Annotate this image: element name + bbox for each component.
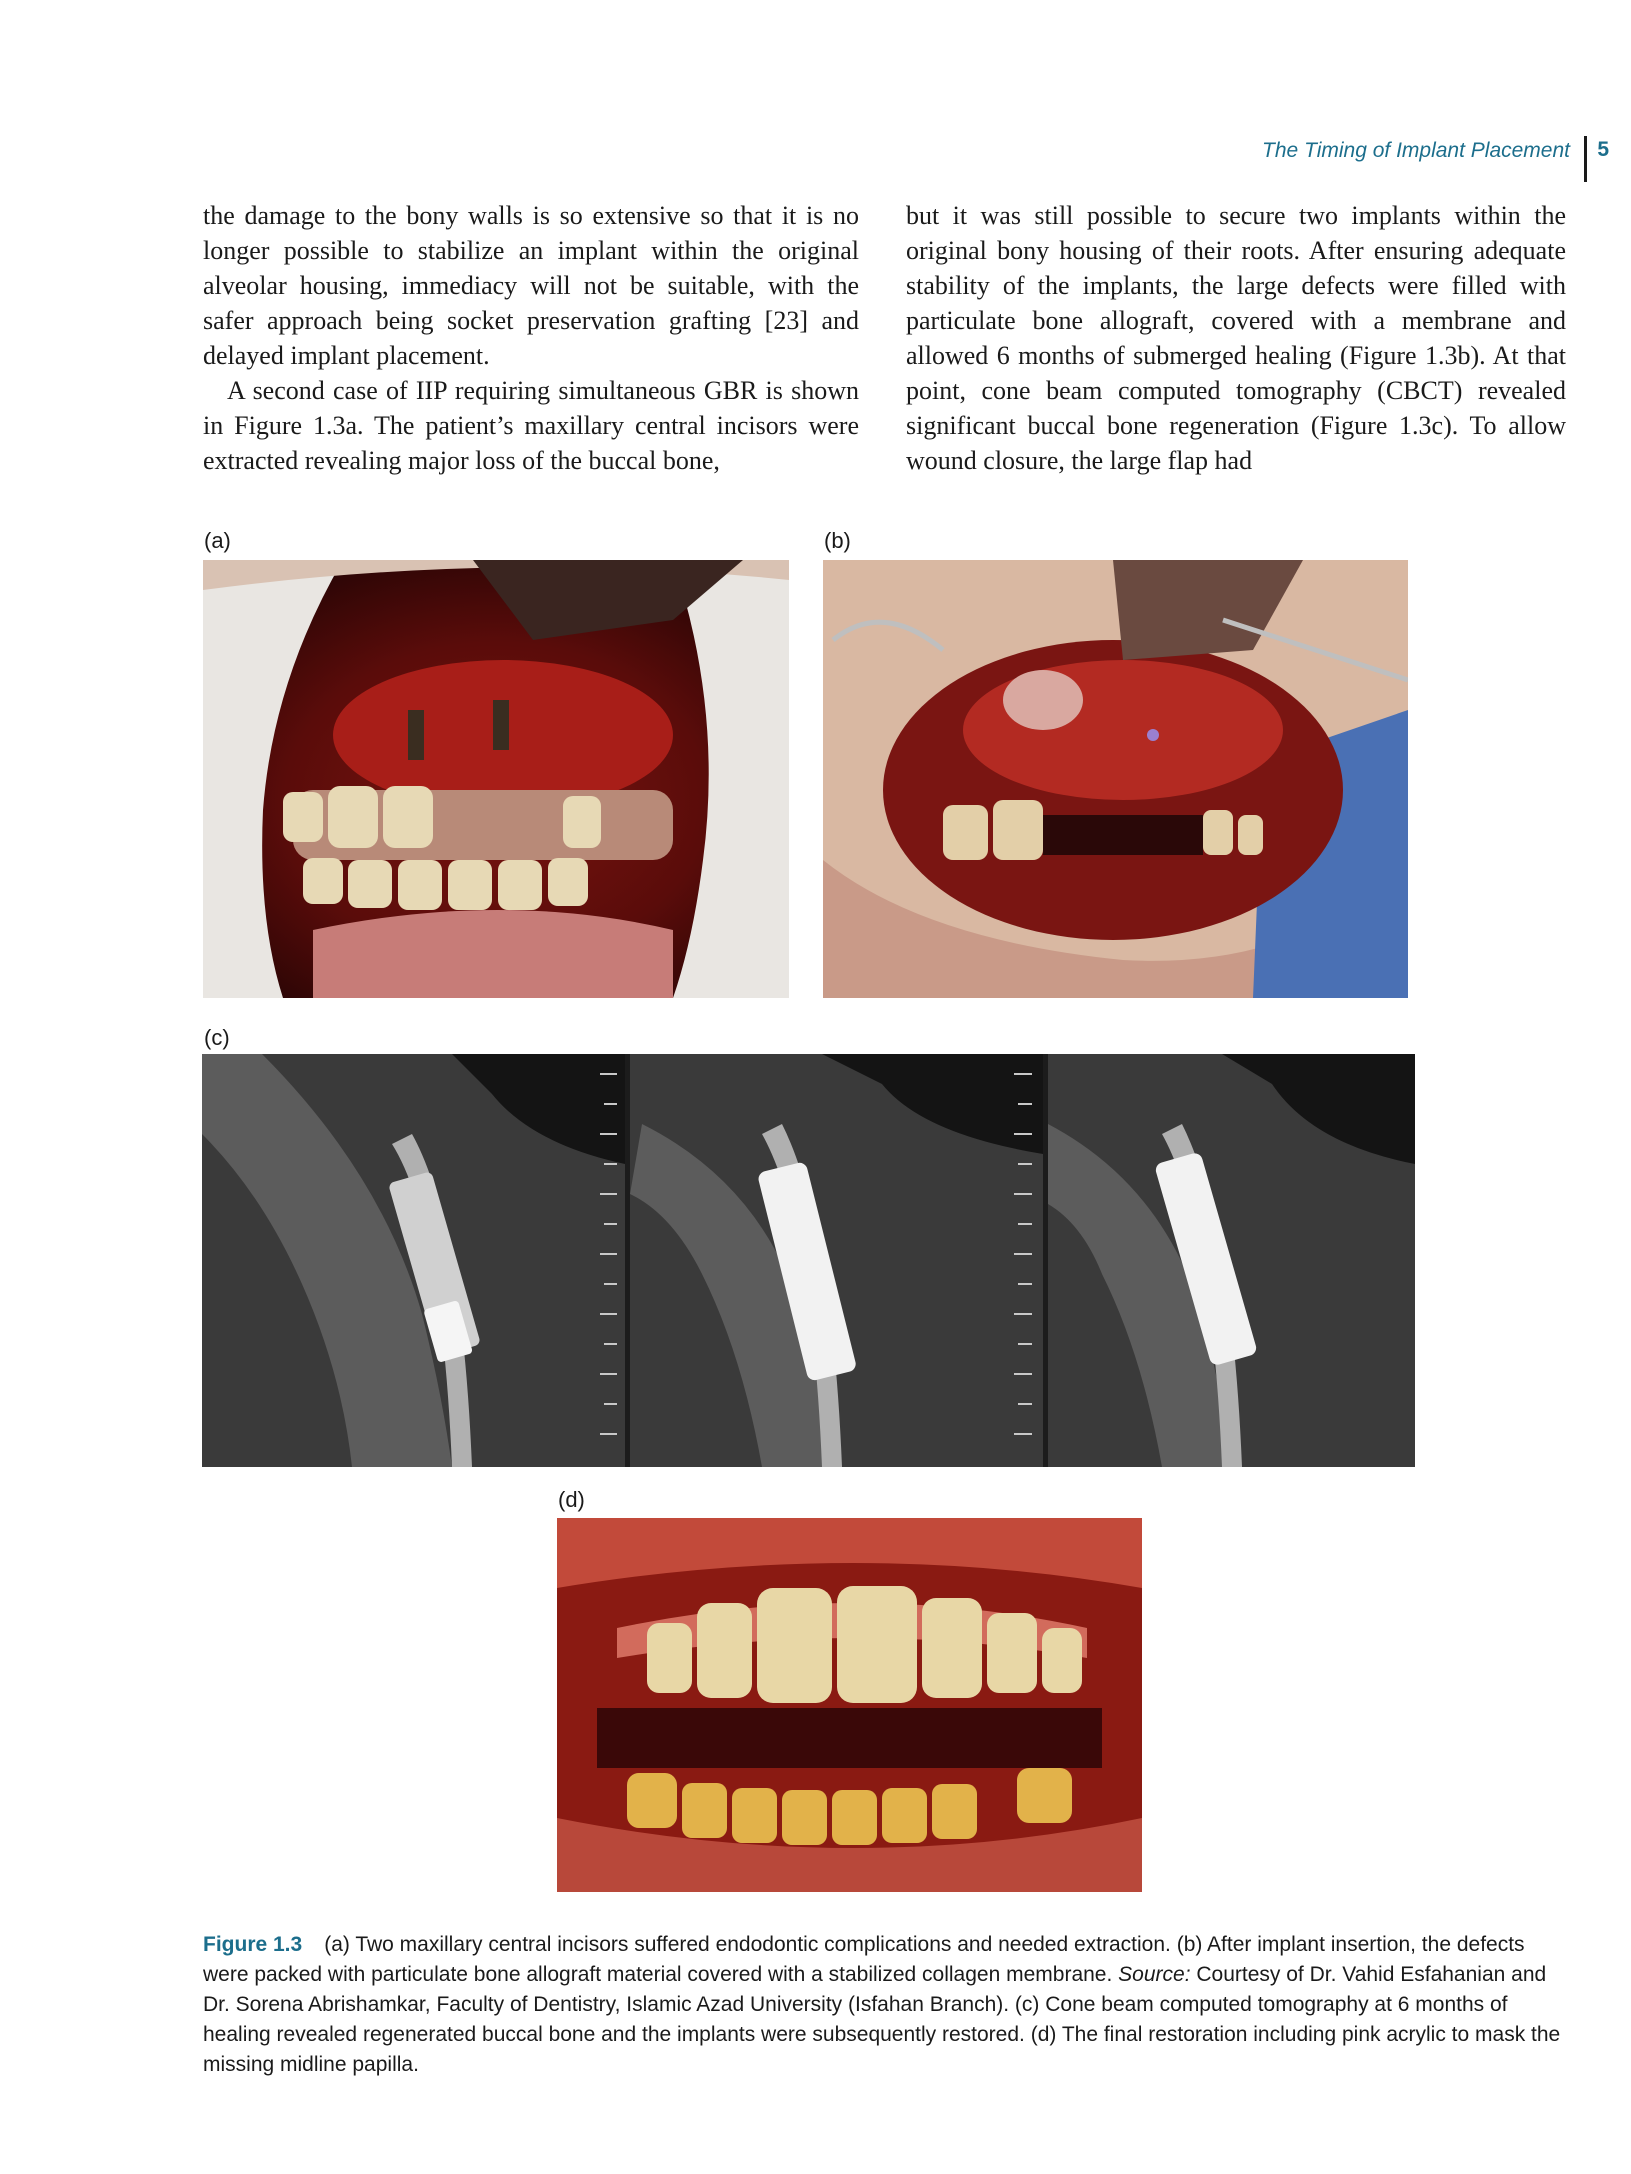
caption-text: (a) Two maxillary central incisors suffered endodontic complications and needed extraction. (b) After implant insertion, the defects were packed with particulate bone allograft material covered with a stabilized collagen membrane. bbox=[203, 1933, 1525, 1986]
body-paragraph: A second case of IIP requiring simultaneous GBR is shown in Figure 1.3a. The patient’s maxillary central incisors were extracted revealing major loss of the buccal bone, bbox=[203, 376, 859, 475]
body-column-right bbox=[906, 198, 1566, 478]
cbct-scan-series bbox=[202, 1054, 1415, 1467]
running-head-divider bbox=[1584, 136, 1587, 182]
running-head bbox=[0, 136, 1631, 186]
panel-label-a: (a) bbox=[204, 528, 231, 553]
page-number: 5 bbox=[1597, 138, 1609, 161]
panel-label-d: (d) bbox=[558, 1487, 585, 1512]
body-paragraph: but it was still possible to secure two implants within the original bony housing of their roots. After ensuring adequate stability of the implants, the large defects were filled with particulate bone allograft, covered with a membrane and allowed 6 months of submerged healing (Figure 1.3b). At that point, cone beam computed tomography (CBCT) revealed significant buccal bone regeneration (Figure 1.3c). To allow wound closure, the large flap had bbox=[906, 201, 1566, 475]
figure-label: Figure 1.3 bbox=[203, 1933, 303, 1956]
figure-caption bbox=[203, 1930, 1573, 2080]
cbct-slice-1 bbox=[202, 1054, 625, 1467]
panel-a-photo bbox=[203, 560, 789, 998]
panel-label-c: (c) bbox=[204, 1025, 230, 1050]
body-paragraph: the damage to the bony walls is so extensive so that it is no longer possible to stabilize an implant within the original alveolar housing, immediacy will not be suitable, with the safer approach being socket preservation grafting [23] and delayed implant placement. bbox=[203, 201, 859, 370]
intraoral-photo-b bbox=[823, 560, 1408, 998]
cbct-slice-3 bbox=[1048, 1054, 1415, 1467]
cbct-slice-2 bbox=[630, 1054, 1043, 1467]
panel-d-photo bbox=[557, 1518, 1142, 1892]
panel-label-b: (b) bbox=[824, 528, 851, 553]
intraoral-photo-a bbox=[203, 560, 789, 998]
caption-source-label: Source: bbox=[1118, 1963, 1191, 1986]
panel-b-photo bbox=[823, 560, 1408, 998]
caption-text: Courtesy of Dr. Vahid Esfahanian and Dr. Sorena Abrishamkar, Faculty of Dentistry, Islamic Azad University (Isfahan Branch). (c) Cone beam computed tomography at 6 months of healing revealed regenerated buccal bone and the implants were subsequently restored. (d) The final restoration including pink acrylic to mask the missing midline papilla. bbox=[203, 1963, 1561, 2076]
panel-c-cbct bbox=[202, 1054, 1415, 1467]
running-head-title: The Timing of Implant Placement bbox=[1262, 139, 1570, 162]
body-column-left bbox=[203, 198, 859, 478]
final-restoration-photo bbox=[557, 1518, 1142, 1892]
